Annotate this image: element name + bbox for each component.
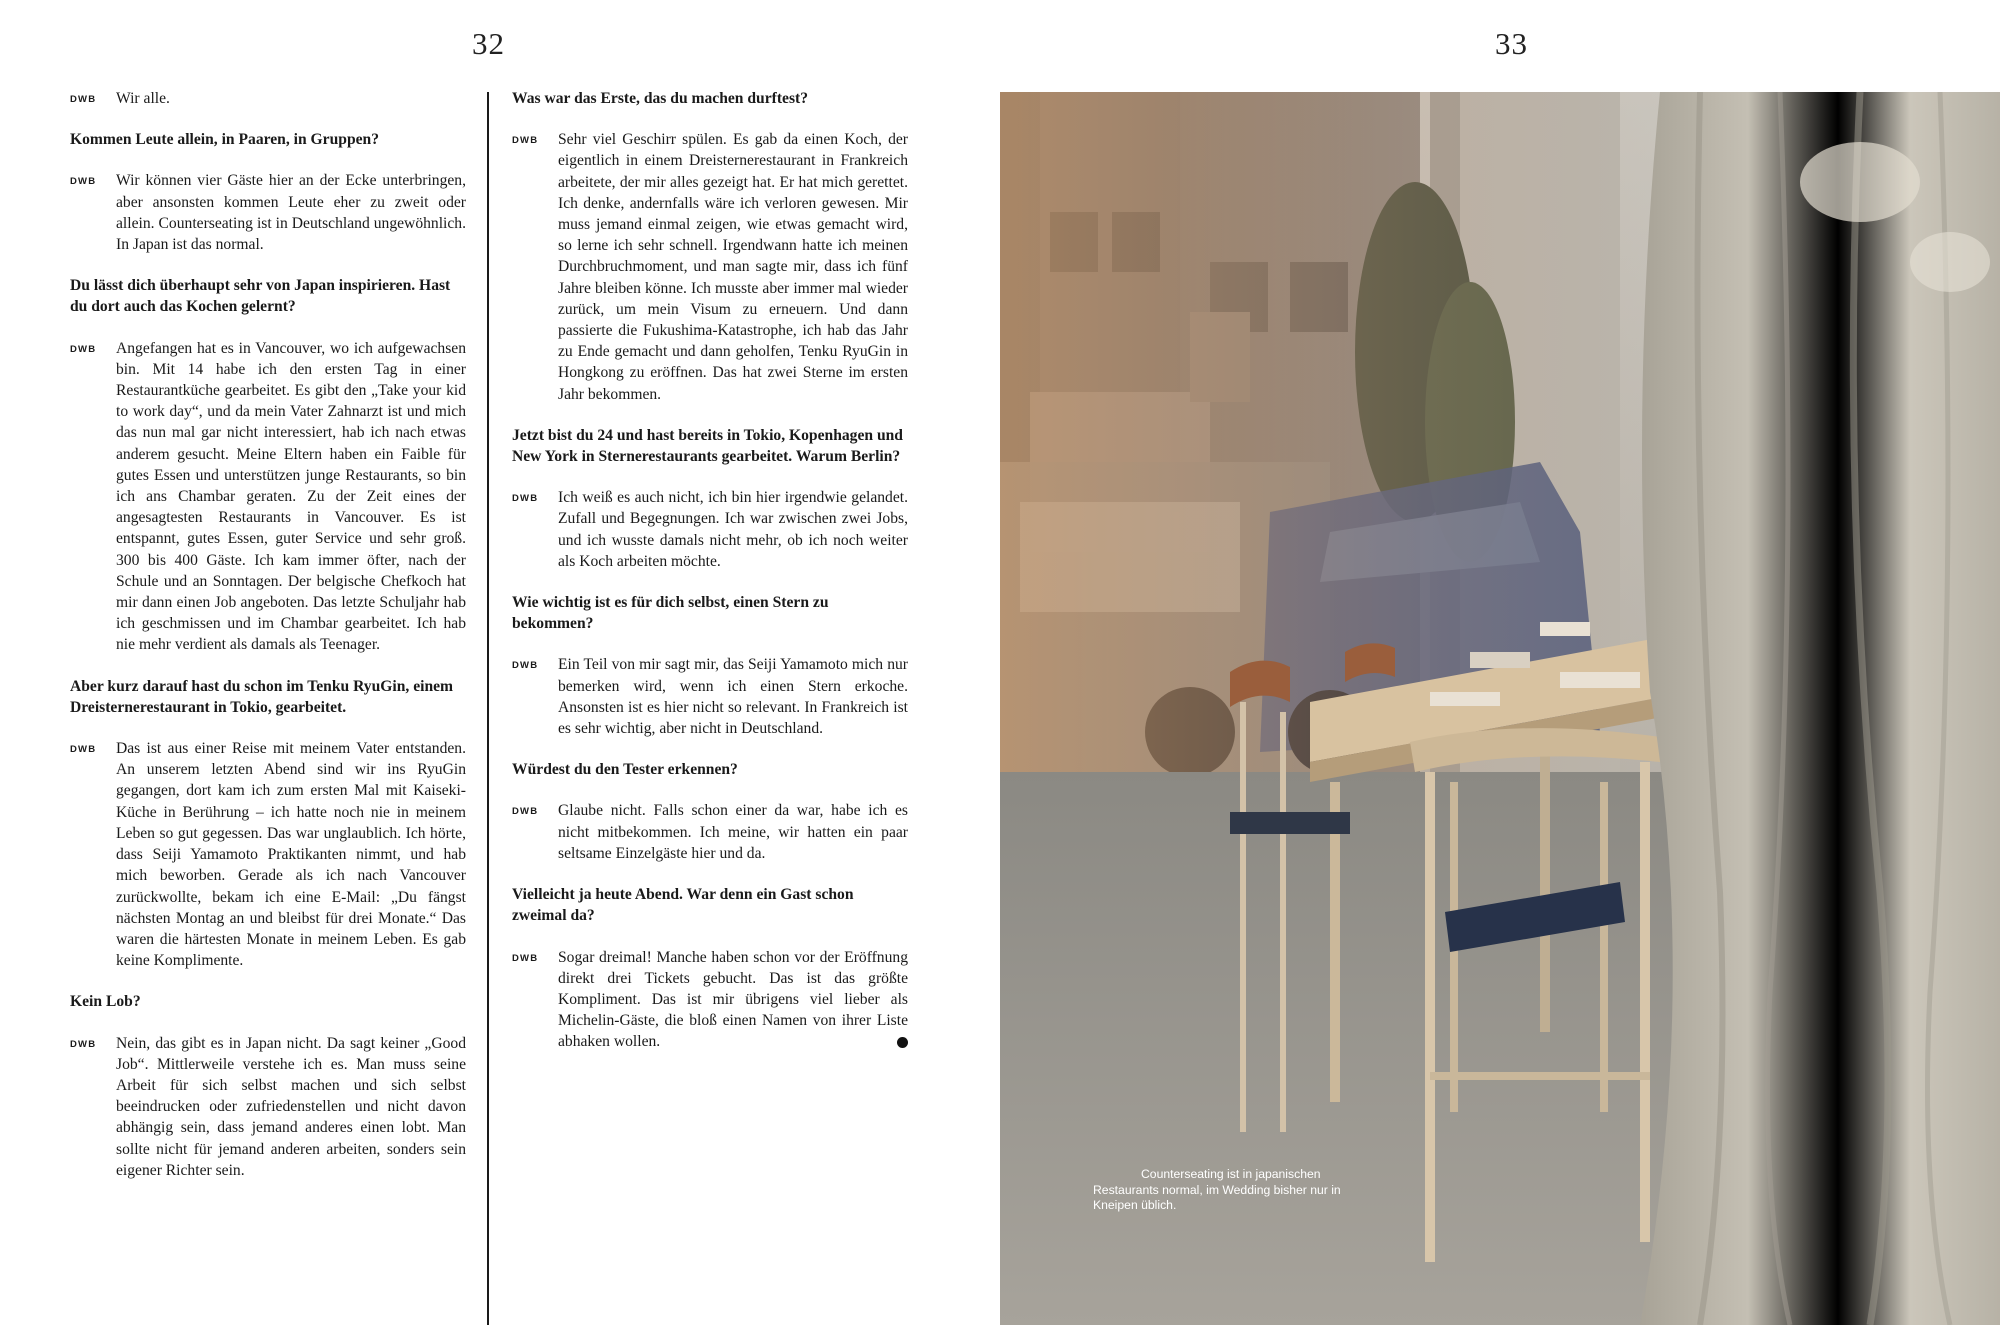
speaker-label: DWB	[512, 660, 539, 672]
answer-text: Glaube nicht. Falls schon einer da war, habe ich es nicht mitbekommen. Ich meine, wir hatten ein paar seltsame Einzelgäste hier und da.	[558, 802, 908, 862]
interview-answer	[70, 88, 466, 109]
speaker-label: DWB	[70, 343, 97, 355]
speaker-label: DWB	[70, 94, 97, 105]
interview-answer	[70, 738, 466, 971]
answer-text: Nein, das gibt es in Japan nicht. Da sagt keiner „Good Job“. Mittlerweile verstehe ich es. Man muss seine Arbeit für sich selbst machen und sich selbst beeindrucken oder zufriedenstellen und nicht davon abhängig sein, dass jemand anderes einen lobt. Man sollte nicht für jemand anderen arbeiten, sonders sein eigener Richter sein.	[116, 1034, 466, 1179]
interview-question: Kommen Leute allein, in Paaren, in Gruppen?	[70, 131, 380, 149]
answer-text: Das ist aus einer Reise mit meinem Vater entstanden. An unserem letzten Abend sind wir ins RyuGin gegangen, dort kam ich zum ersten Mal mit Kaiseki-Küche in Berührung – ich hatte noch nie in meinem Leben so gut gegessen. Das war unglaublich. Ich hörte, dass Seiji Yamamoto Praktikanten nimmt, und hab mich beworben. Gerade als ich nach Vancouver zurückwollte, bekam ich eine E-Mail: „Du fängst nächsten Montag an und bleibst für drei Monate.“ Das waren die härtesten Monate in meinem Leben. Es gab keine Komplimente.	[116, 740, 466, 970]
interview-column-right	[512, 88, 908, 1073]
answer-text: Sehr viel Geschirr spülen. Es gab da einen Koch, der eigentlich in einem Dreisternerestaurant in Frankreich arbeitete, der mir alles gezeigt hat. Er hat mich gerettet. Ich denke, andernfalls wäre ich verloren gewesen. Mir muss jemand einmal zeigen, wie etwas gemacht wird, so lerne ich sehr schnell. Irgendwann hatte ich meinen Durchbruchmoment, und man sagte mir, dass ich fünf Jahre bleiben könne. Ich musste aber immer mal wieder zurück, um mein Visum zu erneuern. Und dann passierte die Fukushima-Katastrophe, ich hab das Jahr zu Ende gemacht und dann geholfen, Tenku RyuGin in Hongkong zu eröffnen. Das hat zwei Sterne im ersten Jahr bekommen.	[558, 131, 908, 403]
interview-answer	[70, 338, 466, 656]
interview-answer	[70, 170, 466, 255]
interview-question: Vielleicht ja heute Abend. War denn ein Gast schon zweimal da?	[512, 886, 854, 925]
interview-answer	[70, 1033, 466, 1181]
interview-answer	[512, 800, 908, 864]
answer-text: Ein Teil von mir sagt mir, das Seiji Yamamoto mich nur bemerken wird, wenn ich einen Stern erkoche. Ansonsten ist es hier nicht so relevant. In Frankreich ist es sehr wichtig, aber nicht in Deutschland.	[558, 656, 908, 738]
speaker-label: DWB	[512, 952, 539, 964]
speaker-label: DWB	[70, 744, 97, 756]
column-divider	[487, 92, 489, 1325]
interview-answer	[512, 487, 908, 572]
interview-question: Du lässt dich überhaupt sehr von Japan inspirieren. Hast du dort auch das Kochen gelernt?	[70, 277, 451, 316]
interview-answer	[512, 947, 908, 1053]
interview-question: Aber kurz darauf hast du schon im Tenku RyuGin, einem Dreisternerestaurant in Tokio, gearbeitet.	[70, 677, 454, 716]
photo-caption: Counterseating ist in japanischen Restaurants normal, im Wedding bisher nur in Kneipen üblich.	[1093, 1167, 1341, 1212]
photo-illustration	[1000, 92, 2000, 1325]
interview-column-left	[70, 88, 466, 1201]
interview-question: Würdest du den Tester erkennen?	[512, 761, 738, 779]
interview-question: Wie wichtig ist es für dich selbst, einen Stern zu bekommen?	[512, 594, 829, 633]
page-number-right: 33	[1495, 26, 1528, 61]
interview-question: Kein Lob?	[70, 993, 141, 1011]
restaurant-window-photo	[1000, 92, 2000, 1325]
page-number-left: 32	[472, 26, 505, 61]
speaker-label: DWB	[512, 135, 539, 147]
speaker-label: DWB	[512, 806, 539, 818]
interview-question: Jetzt bist du 24 und hast bereits in Tokio, Kopenhagen und New York in Sternerestaurants gearbeitet. Warum Berlin?	[512, 426, 903, 466]
answer-text: Ich weiß es auch nicht, ich bin hier irgendwie gelandet. Zufall und Begegnungen. Ich war zwischen zwei Jobs, und ich wusste damals nicht mehr, ob ich noch weiter als Koch arbeiten möchte.	[558, 489, 908, 570]
interview-answer	[512, 129, 908, 405]
speaker-label: DWB	[512, 493, 539, 505]
answer-text: Angefangen hat es in Vancouver, wo ich aufgewachsen bin. Mit 14 habe ich den ersten Tag in einer Restaurantküche gearbeitet. Es gibt den „Take your kid to work day“, und da mein Vater Zahnarzt ist und mich das nun mal gar nicht interessiert, hab ich nach etwas anderem gesucht. Meine Eltern haben ein Faible für gutes Essen und unterstützen junge Restaurants, so bin ich ans Chambar geraten. Zu der Zeit eines der angesagtesten Restaurants in Vancouver. Es ist entspannt, gutes Essen, guter Service und sehr groß. 300 bis 400 Gäste. Ich kam immer öfter, nach der Schule und an Sonntagen. Der belgische Chefkoch hat mir dann einen Job angeboten. Das letzte Schuljahr hab ich geschmissen und im Chambar gearbeitet. Ich hab nie mehr verdient als damals als Teenager.	[116, 339, 466, 654]
interview-answer	[512, 654, 908, 739]
answer-text: Wir alle.	[116, 90, 170, 107]
answer-text: Sogar dreimal! Manche haben schon vor der Eröffnung direkt drei Tickets gebucht. Das ist das größte Kompliment. Das ist mir übrigens viel lieber als Michelin-Gäste, die bloß einen Namen von ihrer Liste abhaken wollen.	[558, 948, 908, 1051]
end-mark-icon	[897, 1037, 908, 1048]
speaker-label: DWB	[70, 176, 97, 188]
interview-question: Was war das Erste, das du machen durftest?	[512, 90, 809, 107]
speaker-label: DWB	[70, 1038, 97, 1050]
answer-text: Wir können vier Gäste hier an der Ecke unterbringen, aber ansonsten kommen Leute eher zu zweit oder allein. Counterseating ist in Deutschland ungewöhnlich. In Japan ist das normal.	[116, 172, 466, 254]
